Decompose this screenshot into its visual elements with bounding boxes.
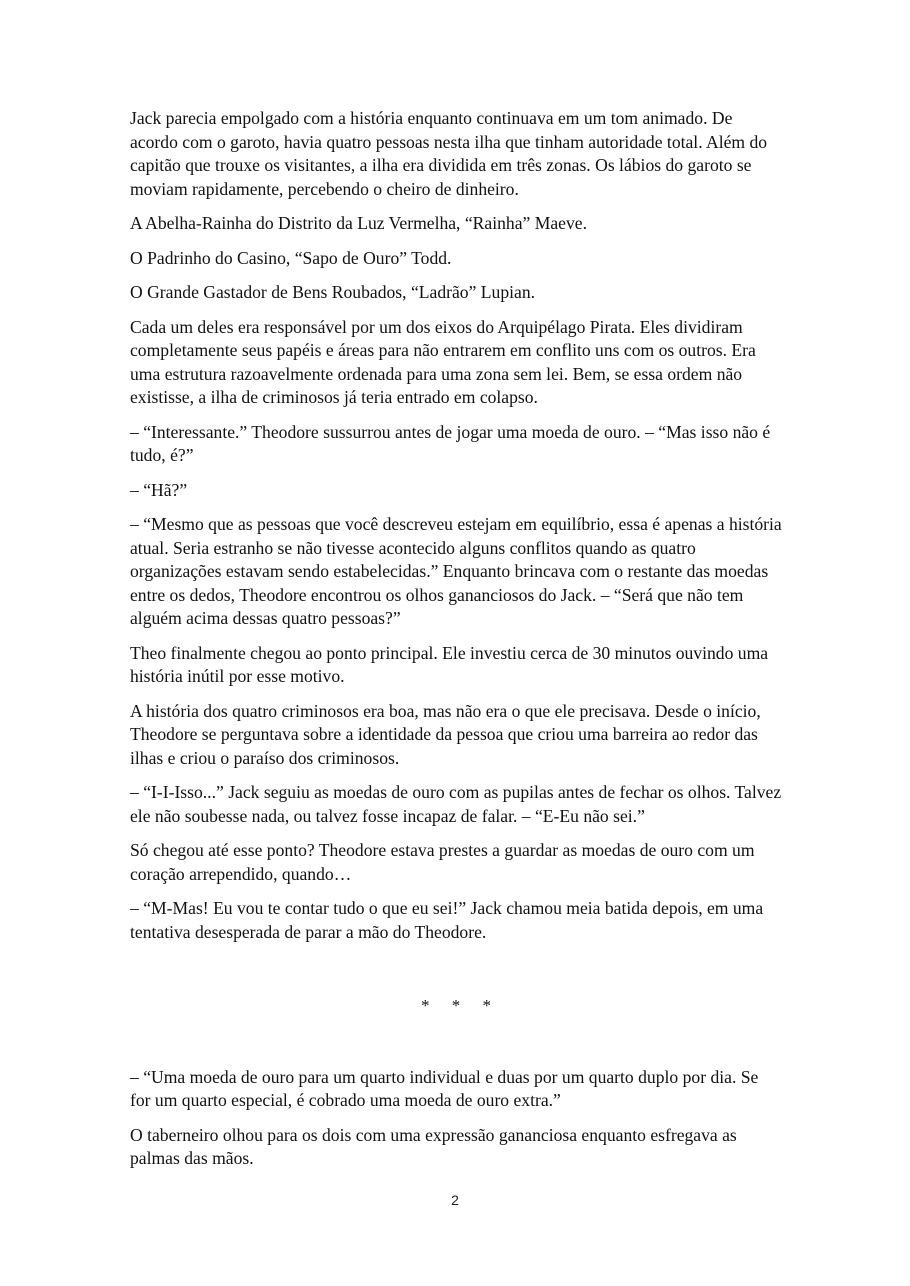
paragraph: Cada um deles era responsável por um dos eixos do Arquipélago Pirata. Eles dividiram completamente seus papéis e áreas para não entrarem em conflito uns com os outros. Era uma estrutura razoavelmente ordenada para uma zona sem lei. Bem, se essa ordem não existisse, a ilha de criminosos já teria entrado em colapso. — [130, 316, 756, 407]
scene-break-asterisk: * — [421, 996, 430, 1015]
paragraph: Theo finalmente chegou ao ponto principal. Ele investiu cerca de 30 minutos ouvindo uma história inútil por esse motivo. — [130, 642, 769, 686]
paragraph: Só chegou até esse ponto? Theodore estava prestes a guardar as moedas de ouro com um coração arrependido, quando… — [130, 840, 755, 884]
paragraph: – “M-Mas! Eu vou te contar tudo o que eu sei!” Jack chamou meia batida depois, em uma tentativa desesperada de parar a mão do Theodore. — [130, 898, 764, 942]
paragraph: – “Mesmo que as pessoas que você descreveu estejam em equilíbrio, essa é apenas a história atual. Seria estranho se não tivesse acontecido alguns conflitos quando as quatro organizações estavam sendo estabelecidas.” Enquanto brincava com o restante das moedas entre os dedos, Theodore encontrou os olhos gananciosos do Jack. – “Será que não tem alguém acima dessas quatro pessoas?” — [130, 514, 782, 628]
paragraph: A Abelha-Rainha do Distrito da Luz Vermelha, “Rainha” Maeve. — [130, 213, 587, 233]
scene-break-asterisk: * — [451, 996, 461, 1015]
body-text — [130, 107, 782, 1182]
paragraph: – “Hã?” — [130, 479, 188, 500]
paragraph: A história dos quatro criminosos era boa, mas não era o que ele precisava. Desde o início, Theodore se perguntava sobre a identidade da pessoa que criou uma barreira ao redor das ilhas e criou o paraíso dos criminosos. — [130, 700, 761, 768]
page-number: 2 — [451, 1192, 459, 1208]
paragraph: – “Uma moeda de ouro para um quarto individual e duas por um quarto duplo por dia. Se for um quarto especial, é cobrado uma moeda de ouro extra.” — [130, 1066, 759, 1110]
paragraph: – “I-I-Isso...” Jack seguiu as moedas de ouro com as pupilas antes de fechar os olhos. Talvez ele não soubesse nada, ou talvez fosse incapaz de falar. – “E-Eu não sei.” — [130, 782, 782, 826]
paragraph: – “Interessante.” Theodore sussurrou antes de jogar uma moeda de ouro. – “Mas isso não é tudo, é?” — [130, 421, 771, 465]
scene-break — [130, 994, 782, 1018]
paragraph: Jack parecia empolgado com a história enquanto continuava em um tom animado. De acordo com o garoto, havia quatro pessoas nesta ilha que tinham autoridade total. Além do capitão que trouxe os visitantes, a ilha era dividida em três zonas. Os lábios do garoto se moviam rapidamente, percebendo o cheiro de dinheiro. — [130, 108, 768, 199]
paragraph: O Padrinho do Casino, “Sapo de Ouro” Todd. — [130, 247, 452, 268]
scene-break-asterisk: * — [482, 996, 491, 1015]
paragraph: O Grande Gastador de Bens Roubados, “Ladrão” Lupian. — [130, 282, 536, 302]
paragraph: O taberneiro olhou para os dois com uma expressão gananciosa enquanto esfregava as palmas das mãos. — [130, 1124, 737, 1168]
